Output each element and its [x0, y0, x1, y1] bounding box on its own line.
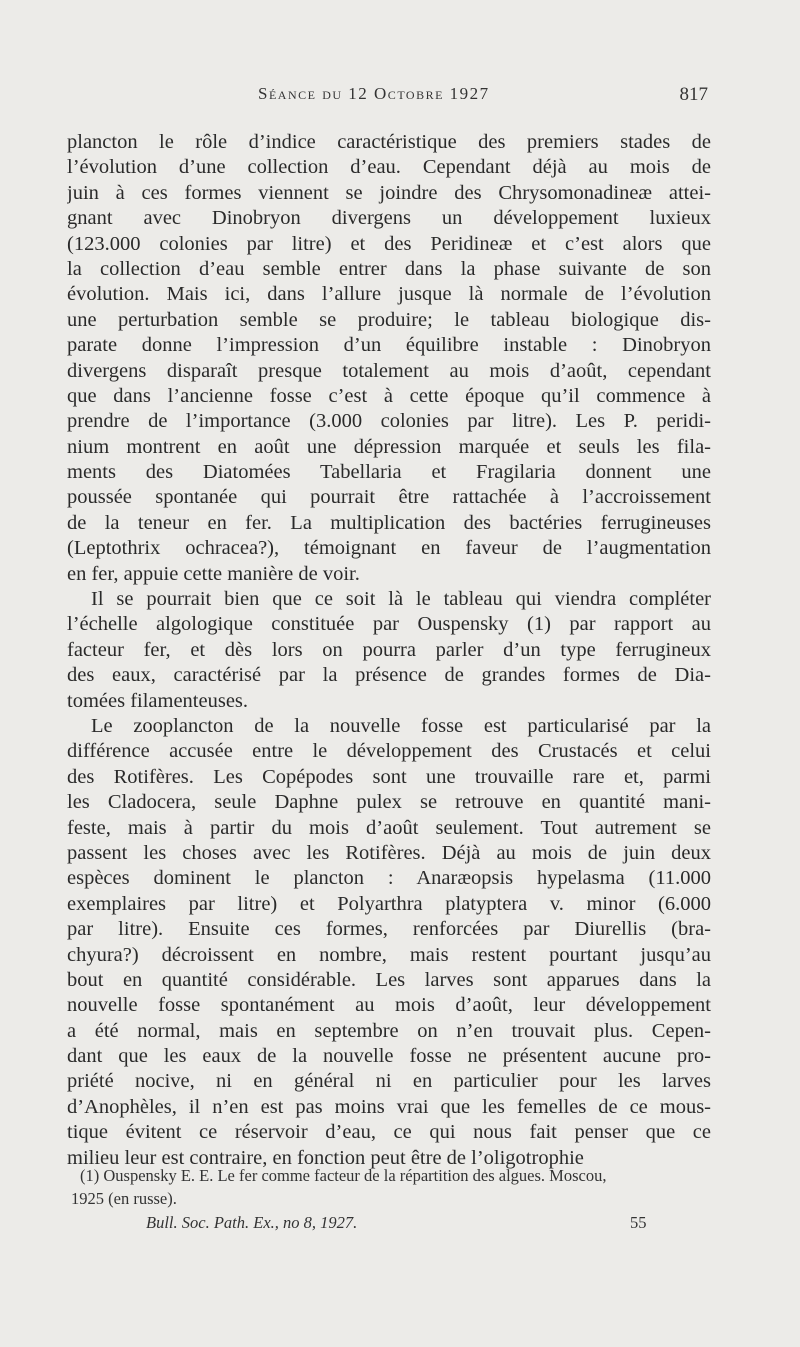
text-line: évolution. Mais ici, dans l’allure jusque là normale de l’évolution	[67, 283, 711, 306]
text-line: plancton le rôle d’indice caractéristique des premiers stades de	[67, 131, 711, 153]
text-line: prendre de l’importance (3.000 colonies par litre). Les P. peridi-	[67, 410, 711, 433]
text-line: la collection d’eau semble entrer dans la phase suivante de son	[67, 257, 711, 280]
text-line: que dans l’ancienne fosse c’est à cette époque qu’il commence à	[67, 384, 711, 407]
text-line: Le zooplancton de la nouvelle fosse est particularisé par la	[91, 714, 711, 737]
running-title: Séance du 12 Octobre 1927	[258, 84, 490, 103]
text-line: divergens disparaît presque totalement au mois d’août, cependant	[67, 359, 711, 382]
text-line: juin à ces formes viennent se joindre des Chrysomonadineæ attei-	[67, 181, 711, 204]
text-line: tique évitent ce réservoir d’eau, ce qui nous fait penser que ce	[67, 1121, 711, 1144]
text-line: des eaux, caractérisé par la présence de grandes formes de Dia-	[67, 664, 711, 687]
text-line: des Rotifères. Les Copépodes sont une trouvaille rare et, parmi	[67, 765, 711, 788]
text-line: priété nocive, ni en général ni en particulier pour les larves	[67, 1070, 711, 1093]
text-line: gnant avec Dinobryon divergens un développement luxieux	[67, 207, 711, 230]
text-line: Il se pourrait bien que ce soit là le tableau qui viendra compléter	[91, 588, 711, 611]
text-line: a été normal, mais en septembre on n’en trouvait plus. Cepen-	[67, 1019, 711, 1042]
text-line: passent les choses avec les Rotifères. Déjà au mois de juin deux	[67, 841, 711, 864]
footnotes	[71, 1164, 710, 1236]
sheet-number: 55	[630, 1213, 647, 1232]
text-line: différence accusée entre le développement des Crustacés et celui	[67, 740, 711, 763]
text-line: tomées filamenteuses.	[67, 689, 249, 712]
text-line: les Cladocera, seule Daphne pulex se retrouve en quantité mani-	[67, 791, 711, 814]
text-line: nium montrent en août une dépression marquée et seuls les fila-	[67, 435, 711, 458]
text-line: (123.000 colonies par litre) et des Peridineæ et c’est alors que	[67, 232, 711, 255]
footnote-line: 1925 (en russe).	[71, 1189, 177, 1208]
text-line: une perturbation semble se produire; le tableau biologique dis-	[67, 308, 711, 331]
text-line: en fer, appuie cette manière de voir.	[67, 562, 360, 585]
text-line: parate donne l’impression d’un équilibre instable : Dinobryon	[67, 334, 711, 357]
text-line: exemplaires par litre) et Polyarthra platyptera v. minor (6.000	[67, 892, 711, 915]
footnote-line: (1) Ouspensky E. E. Le fer comme facteur de la répartition des algues. Moscou,	[80, 1166, 607, 1185]
text-line: ments des Diatomées Tabellaria et Fragilaria donnent une	[67, 461, 711, 484]
text-line: feste, mais à partir du mois d’août seulement. Tout autrement se	[67, 816, 711, 839]
journal-citation: Bull. Soc. Path. Ex., no 8, 1927.	[146, 1213, 358, 1232]
signature-line	[80, 1210, 710, 1236]
text-line: nouvelle fosse spontanément au mois d’août, leur développement	[67, 994, 711, 1017]
text-line: facteur fer, et dès lors on pourra parler d’un type ferrugineux	[67, 638, 711, 661]
text-line: chyura?) décroissent en nombre, mais restent pourtant jusqu’au	[67, 943, 711, 966]
text-line: de la teneur en fer. La multiplication des bactéries ferrugineuses	[67, 511, 711, 534]
text-line: l’échelle algologique constituée par Ouspensky (1) par rapport au	[67, 613, 711, 636]
page-number: 817	[679, 84, 708, 105]
body-text	[67, 130, 711, 1171]
text-line: (Leptothrix ochracea?), témoignant en faveur de l’augmentation	[67, 537, 711, 560]
text-line: par litre). Ensuite ces formes, renforcées par Diurellis (bra-	[67, 918, 711, 941]
running-header	[0, 84, 800, 114]
text-line: dant que les eaux de la nouvelle fosse ne présentent aucune pro-	[67, 1045, 711, 1068]
text-line: poussée spontanée qui pourrait être rattachée à l’accroissement	[67, 486, 711, 509]
text-line: d’Anophèles, il n’en est pas moins vrai que les femelles de ce mous-	[67, 1095, 711, 1118]
text-line: milieu leur est contraire, en fonction peut être de l’oligotrophie	[67, 1146, 584, 1169]
text-line: l’évolution d’une collection d’eau. Cependant déjà au mois de	[67, 156, 711, 179]
text-line: bout en quantité considérable. Les larves sont apparues dans la	[67, 968, 711, 991]
text-line: espèces dominent le plancton : Anaræopsis hypelasma (11.000	[67, 867, 711, 890]
